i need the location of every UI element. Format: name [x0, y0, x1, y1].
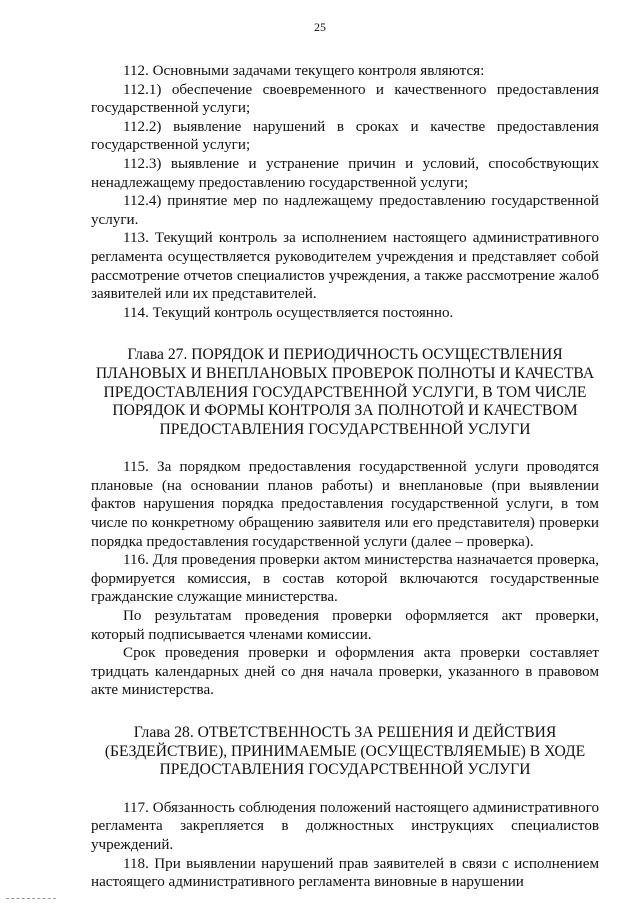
paragraph-114: 114. Текущий контроль осуществляется постоянно. [123, 304, 454, 321]
paragraph-116-term: Срок проведения проверки и оформления акта проверки составляет тридцать календарных дней со дня начала проверки, указанного в правовом акте министерства. [91, 645, 599, 699]
chapter-28-line: (БЕЗДЕЙСТВИЕ), ПРИНИМАЕМЫЕ (ОСУЩЕСТВЛЯЕМЫЕ) В ХОДЕ [104, 742, 586, 760]
document-body [91, 62, 599, 892]
paragraph-112-1: 112.1) обеспечение своевременного и качественного предоставления государственной услуги; [91, 81, 599, 117]
paragraph-115: 115. За порядком предоставления государственной услуги проводятся плановые (на основании планов работы) и внеплановые (при выявлении фактов нарушения порядка предоставления государственной услуги, в том числе по конкретному обращению заявителя или его представителя) проверки порядка предоставления государственной услуги (далее – проверка). [91, 459, 599, 550]
chapter-27-line: ПРЕДОСТАВЛЕНИЯ ГОСУДАРСТВЕННОЙ УСЛУГИ [159, 420, 531, 438]
chapter-28-line: Глава 28. ОТВЕТСТВЕННОСТЬ ЗА РЕШЕНИЯ И ДЕЙСТВИЯ [133, 724, 557, 741]
chapter-27-line: Глава 27. ПОРЯДОК И ПЕРИОДИЧНОСТЬ ОСУЩЕСТВЛЕНИЯ [127, 346, 563, 364]
paragraph-112-4: 112.4) принятие мер по надлежащему предоставлению государственной услуги. [91, 193, 599, 228]
chapter-28-heading [91, 724, 599, 780]
paragraph-112: 112. Основными задачами текущего контроля являются: [123, 63, 485, 79]
paragraph-116: 116. Для проведения проверки актом министерства назначается проверка, формируется комиссия, в состав которой включаются государственные гражданские служащие министерства. [91, 552, 599, 606]
page-number: 25 [314, 20, 326, 34]
chapter-27-line: ПОРЯДОК И ФОРМЫ КОНТРОЛЯ ЗА ПОЛНОТОЙ И КАЧЕСТВОМ [112, 402, 578, 420]
paragraph-112-3: 112.3) выявление и устранение причин и условий, способствующих ненадлежащему предоставлению государственной услуги; [91, 155, 599, 191]
paragraph-112-2: 112.2) выявление нарушений в сроках и качестве предоставления государственной услуги; [91, 118, 599, 154]
footer-divider [6, 898, 56, 899]
paragraph-117: 117. Обязанность соблюдения положений настоящего административного регламента закрепляется в должностных инструкциях специалистов учреждений. [91, 799, 599, 853]
chapter-27-line: ПРЕДОСТАВЛЕНИЯ ГОСУДАРСТВЕННОЙ УСЛУГИ, В ТОМ ЧИСЛЕ [103, 383, 587, 401]
paragraph-116-result: По результатам проведения проверки оформляется акт проверки, который подписывается членами комиссии. [91, 608, 599, 643]
paragraph-118: 118. При выявлении нарушений прав заявителей в связи с исполнением настоящего административного регламента виновные в нарушении [91, 855, 599, 891]
chapter-28-line: ПРЕДОСТАВЛЕНИЯ ГОСУДАРСТВЕННОЙ УСЛУГИ [159, 761, 531, 779]
paragraph-113: 113. Текущий контроль за исполнением настоящего административного регламента осуществляется руководителем учреждения и представляет собой рассмотрение отчетов специалистов учреждения, а также рассмотрение жалоб заявителей или их представителей. [91, 230, 599, 303]
chapter-27-line: ПЛАНОВЫХ И ВНЕПЛАНОВЫХ ПРОВЕРОК ПОЛНОТЫ И КАЧЕСТВА [95, 364, 595, 382]
chapter-27-heading [91, 346, 599, 439]
